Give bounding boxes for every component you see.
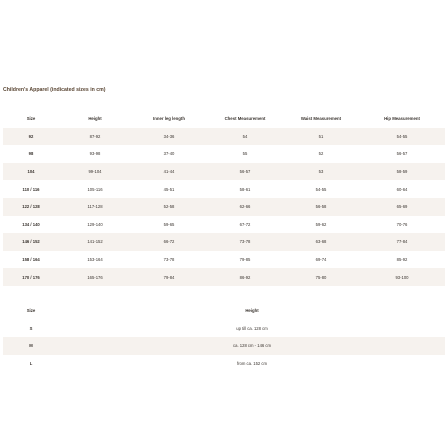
header-size: Size — [26, 308, 36, 314]
table-row — [3, 268, 445, 286]
table-row — [3, 233, 445, 251]
table-row — [3, 128, 445, 146]
cell-inner-leg: 52-58 — [163, 204, 175, 210]
cell-height: 105-116 — [87, 186, 103, 192]
cell-height: from ca. 152 cm — [236, 360, 268, 366]
cell-size: 104 — [27, 169, 35, 175]
cell-chest: 62-66 — [239, 204, 251, 210]
cell-size: L — [29, 360, 33, 366]
header-size: Size — [26, 116, 36, 122]
cell-waist: 56-58 — [315, 204, 327, 210]
cell-hip: 85-92 — [396, 257, 408, 263]
cell-waist: 75-80 — [315, 274, 327, 280]
cell-chest: 86-92 — [239, 274, 251, 280]
cell-hip: 65-69 — [396, 204, 408, 210]
size-chart-table — [3, 110, 445, 286]
cell-inner-leg: 34-36 — [163, 133, 175, 139]
table-row — [3, 180, 445, 198]
cell-size: 134 / 140 — [22, 221, 40, 227]
cell-size: 158 / 164 — [22, 257, 40, 263]
cell-inner-leg: 41-44 — [163, 169, 175, 175]
table-row — [3, 251, 445, 269]
table-row — [3, 145, 445, 163]
table-row — [3, 320, 445, 338]
cell-chest: 55 — [242, 151, 248, 157]
cell-hip: 93-100 — [395, 274, 409, 280]
cell-waist: 53 — [318, 169, 324, 175]
cell-height: up till ca. 128 cm — [236, 325, 268, 331]
table-row — [3, 216, 445, 234]
cell-waist: 63-68 — [315, 239, 327, 245]
cell-inner-leg: 45-51 — [163, 186, 175, 192]
page-title: Children's Apparel (indicated sizes in cm) — [3, 87, 106, 93]
cell-size: 110 / 116 — [22, 186, 40, 192]
table-row — [3, 337, 445, 355]
cell-height: 153-164 — [87, 257, 103, 263]
table-row — [3, 355, 445, 373]
table-row — [3, 198, 445, 216]
cell-inner-leg: 59-65 — [163, 221, 175, 227]
table-header-row — [3, 110, 445, 128]
cell-waist: 69-74 — [315, 257, 327, 263]
cell-height: 99-104 — [88, 169, 102, 175]
cell-size: S — [29, 325, 33, 331]
cell-height: ca. 128 cm - 146 cm — [233, 343, 271, 349]
cell-chest: 54 — [242, 133, 248, 139]
cell-hip: 58-59 — [396, 169, 408, 175]
cell-height: 129-140 — [87, 221, 103, 227]
cell-inner-leg: 37-40 — [163, 151, 175, 157]
table-header-row — [3, 302, 445, 320]
cell-hip: 60-64 — [396, 186, 408, 192]
cell-size: M — [29, 343, 33, 349]
cell-height: 165-176 — [87, 274, 103, 280]
cell-hip: 56-57 — [396, 151, 408, 157]
cell-chest: 67-72 — [239, 221, 251, 227]
cell-hip: 77-84 — [396, 239, 408, 245]
cell-hip: 70-76 — [396, 221, 408, 227]
cell-height: 141-152 — [87, 239, 103, 245]
letter-size-table — [3, 302, 445, 372]
header-height: Height — [88, 116, 102, 122]
cell-waist: 52 — [318, 151, 324, 157]
cell-inner-leg: 66-72 — [163, 239, 175, 245]
header-chest: Chest Measurement — [224, 116, 266, 122]
header-inner-leg: Inner leg length — [153, 116, 185, 122]
cell-chest: 56-57 — [239, 169, 251, 175]
cell-height: 93-98 — [89, 151, 101, 157]
cell-size: 122 / 128 — [22, 204, 40, 210]
cell-chest: 73-78 — [239, 239, 251, 245]
cell-hip: 54-55 — [396, 133, 408, 139]
header-hip: Hip Measurement — [384, 116, 420, 122]
cell-height: 87-92 — [89, 133, 101, 139]
cell-chest: 79-85 — [239, 257, 251, 263]
cell-height: 117-128 — [87, 204, 103, 210]
cell-inner-leg: 79-84 — [163, 274, 175, 280]
cell-chest: 58-61 — [239, 186, 251, 192]
header-height: Height — [245, 308, 259, 314]
cell-size: 146 / 152 — [22, 239, 40, 245]
cell-size: 170 / 176 — [22, 274, 40, 280]
header-waist: Waist Measurement — [300, 116, 342, 122]
cell-waist: 54-55 — [315, 186, 327, 192]
cell-inner-leg: 73-78 — [163, 257, 175, 263]
cell-size: 98 — [28, 151, 34, 157]
table-row — [3, 163, 445, 181]
cell-size: 92 — [28, 133, 34, 139]
cell-waist: 59-62 — [315, 221, 327, 227]
cell-waist: 51 — [318, 133, 324, 139]
